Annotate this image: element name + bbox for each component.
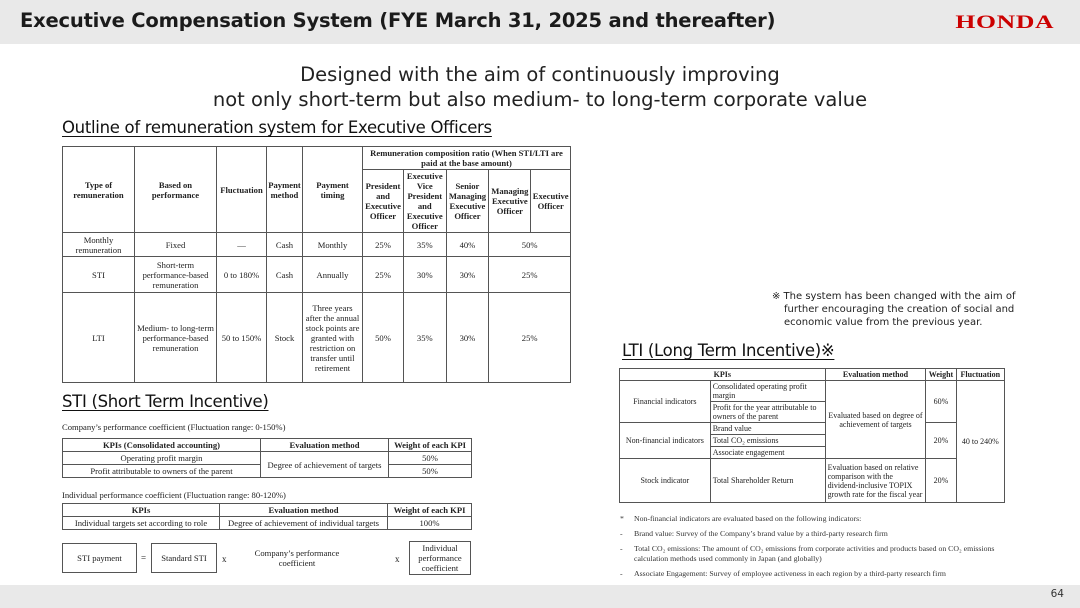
- cell-method: Degree of achievement of targets: [261, 452, 389, 478]
- cell-type: Monthly remuneration: [63, 233, 135, 257]
- cell-fluctuation: —: [217, 233, 267, 257]
- cell-fluctuation: 50 to 150%: [217, 293, 267, 383]
- col-eo: Executive Officer: [531, 170, 571, 233]
- non-financial-indicators-label: Non-financial indicators: [620, 423, 711, 459]
- cell-weight: 60%: [926, 381, 956, 423]
- sti-payment-box: STI payment: [62, 543, 137, 573]
- page-number: 64: [1050, 588, 1064, 600]
- cell-basis: Medium- to long-term performance-based remuneration: [135, 293, 217, 383]
- note-line: economic value from the previous year.: [784, 317, 983, 328]
- table-row: [63, 293, 571, 383]
- cell-weight: 50%: [389, 465, 472, 478]
- col-timing: Payment timing: [303, 147, 363, 233]
- cell-kpi: Consolidated operating profit margin: [710, 381, 825, 402]
- multiply-sign: x: [395, 554, 400, 564]
- col-smeo: Senior Managing Executive Officer: [446, 170, 489, 233]
- col-method: Payment method: [267, 147, 303, 233]
- col-weight: Weight of each KPI: [389, 439, 472, 452]
- cell-kpi: Individual targets set according to role: [63, 517, 220, 530]
- col-weight: Weight of each KPI: [388, 504, 472, 517]
- note-line: ※ The system has been changed with the aim of: [772, 291, 1016, 302]
- cell-timing: Annually: [303, 257, 363, 293]
- lti-kpi-table: [619, 368, 1005, 503]
- cell-timing: Three years after the annual stock points are granted with restriction on transfer until retirement: [303, 293, 363, 383]
- cell-method: Degree of achievement of individual targets: [220, 517, 388, 530]
- footnote: Total CO₂ emissions: The amount of CO₂ emissions from corporate activities and products based on CO₂ emissions calculation methods used commonly in Japan (and globally): [634, 544, 995, 563]
- cell-president: 50%: [363, 293, 404, 383]
- company-coefficient-table: [62, 438, 472, 478]
- col-kpi: KPIs: [63, 504, 220, 517]
- composition-ratio-header: Remuneration composition ratio (When STI/LTI are paid at the base amount): [363, 147, 571, 170]
- headline-line-2: not only short-term but also medium- to long-term corporate value: [212, 88, 868, 111]
- footnote: Non-financial indicators are evaluated based on the following indicators:: [634, 514, 862, 523]
- cell-weight: 50%: [389, 452, 472, 465]
- outline-section-title: Outline of remuneration system for Executive Officers: [62, 118, 492, 137]
- col-basis: Based on performance: [135, 147, 217, 233]
- table-row: [63, 452, 472, 465]
- col-type: Type of remuneration: [63, 147, 135, 233]
- cell-kpi: Brand value: [710, 423, 825, 435]
- honda-logo: HONDA: [955, 12, 1054, 33]
- lti-footnotes: * Non-financial indicators are evaluated based on the following indicators: - Brand value: Survey of the Company’s brand value by a third-party research firm - Total CO₂ emissions: The amount of CO₂ emissions from corporate activities and products based on CO₂ emissions calculation methods used commonly in Japan (and globally) - Associate Engagement: Survey of employee activeness in each region by a third-party research firm: [620, 514, 1030, 584]
- cell-kpi: Profit for the year attributable to owners of the parent: [710, 402, 825, 423]
- col-kpi: KPIs (Consolidated accounting): [63, 439, 261, 452]
- footnote: Brand value: Survey of the Company’s brand value by a third-party research firm: [634, 529, 888, 538]
- cell-meo-eo: 50%: [489, 233, 571, 257]
- equals-sign: =: [141, 553, 147, 563]
- headline-line-1: Designed with the aim of continuously improving: [300, 63, 780, 86]
- cell-timing: Monthly: [303, 233, 363, 257]
- cell-smeo: 40%: [446, 233, 489, 257]
- cell-method: Evaluated based on degree of achievement of targets: [825, 381, 926, 459]
- col-fluctuation: Fluctuation: [956, 369, 1004, 381]
- cell-type: LTI: [63, 293, 135, 383]
- note-line: further encouraging the creation of social and: [784, 304, 1015, 315]
- cell-type: STI: [63, 257, 135, 293]
- individual-coefficient-caption: Individual performance coefficient (Fluctuation range: 80-120%): [62, 490, 286, 500]
- cell-evp: 30%: [404, 257, 447, 293]
- table-row: [63, 233, 571, 257]
- cell-evp: 35%: [404, 293, 447, 383]
- table-row: [63, 257, 571, 293]
- page-title: Executive Compensation System (FYE March 31, 2025 and thereafter): [20, 9, 776, 32]
- individual-coefficient-table: [62, 503, 472, 530]
- cell-method: Stock: [267, 293, 303, 383]
- table-row: [63, 517, 472, 530]
- lti-section-title: LTI (Long Term Incentive)※: [622, 341, 835, 360]
- cell-kpi: Total CO₂ emissions: [710, 435, 825, 447]
- table-row: [620, 381, 1005, 402]
- cell-smeo: 30%: [446, 257, 489, 293]
- sti-section-title: STI (Short Term Incentive): [62, 392, 269, 411]
- col-method: Evaluation method: [220, 504, 388, 517]
- cell-weight: 20%: [926, 459, 956, 503]
- standard-sti-box: Standard STI: [151, 543, 217, 573]
- cell-kpi: Profit attributable to owners of the parent: [63, 465, 261, 478]
- footnote: Associate Engagement: Survey of employee activeness in each region by a third-party research firm: [634, 568, 946, 578]
- cell-method: Cash: [267, 257, 303, 293]
- cell-fluctuation: 40 to 240%: [956, 381, 1004, 503]
- cell-meo-eo: 25%: [489, 257, 571, 293]
- cell-basis: Fixed: [135, 233, 217, 257]
- cell-meo-eo: 25%: [489, 293, 571, 383]
- financial-indicators-label: Financial indicators: [620, 381, 711, 423]
- multiply-sign: x: [222, 554, 227, 564]
- col-kpis: KPIs: [620, 369, 826, 381]
- table-row: [620, 423, 1005, 435]
- cell-method: Evaluation based on relative comparison with the dividend-inclusive TOPIX growth rate for the fiscal year: [825, 459, 926, 503]
- cell-weight: 20%: [926, 423, 956, 459]
- cell-president: 25%: [363, 233, 404, 257]
- col-method: Evaluation method: [825, 369, 926, 381]
- cell-kpi: Associate engagement: [710, 447, 825, 459]
- cell-evp: 35%: [404, 233, 447, 257]
- cell-president: 25%: [363, 257, 404, 293]
- col-method: Evaluation method: [261, 439, 389, 452]
- remuneration-outline-table: [62, 146, 571, 383]
- cell-basis: Short-term performance-based remuneration: [135, 257, 217, 293]
- system-change-note: [772, 290, 1022, 329]
- company-coefficient-label: Company’s performance coefficient: [254, 548, 340, 568]
- cell-smeo: 30%: [446, 293, 489, 383]
- table-row: [620, 459, 1005, 503]
- cell-fluctuation: 0 to 180%: [217, 257, 267, 293]
- col-president: President and Executive Officer: [363, 170, 404, 233]
- stock-indicator-label: Stock indicator: [620, 459, 711, 503]
- col-weight: Weight: [926, 369, 956, 381]
- individual-coefficient-box: Individual performance coefficient: [409, 541, 471, 575]
- footer-bar: [0, 585, 1080, 608]
- cell-weight: 100%: [388, 517, 472, 530]
- col-evp: Executive Vice President and Executive Officer: [404, 170, 447, 233]
- company-coefficient-caption: Company’s performance coefficient (Fluctuation range: 0-150%): [62, 422, 286, 432]
- cell-kpi: Total Shareholder Return: [710, 459, 825, 503]
- cell-method: Cash: [267, 233, 303, 257]
- col-meo: Managing Executive Officer: [489, 170, 531, 233]
- headline: [0, 62, 1080, 112]
- cell-kpi: Operating profit margin: [63, 452, 261, 465]
- col-fluctuation: Fluctuation: [217, 147, 267, 233]
